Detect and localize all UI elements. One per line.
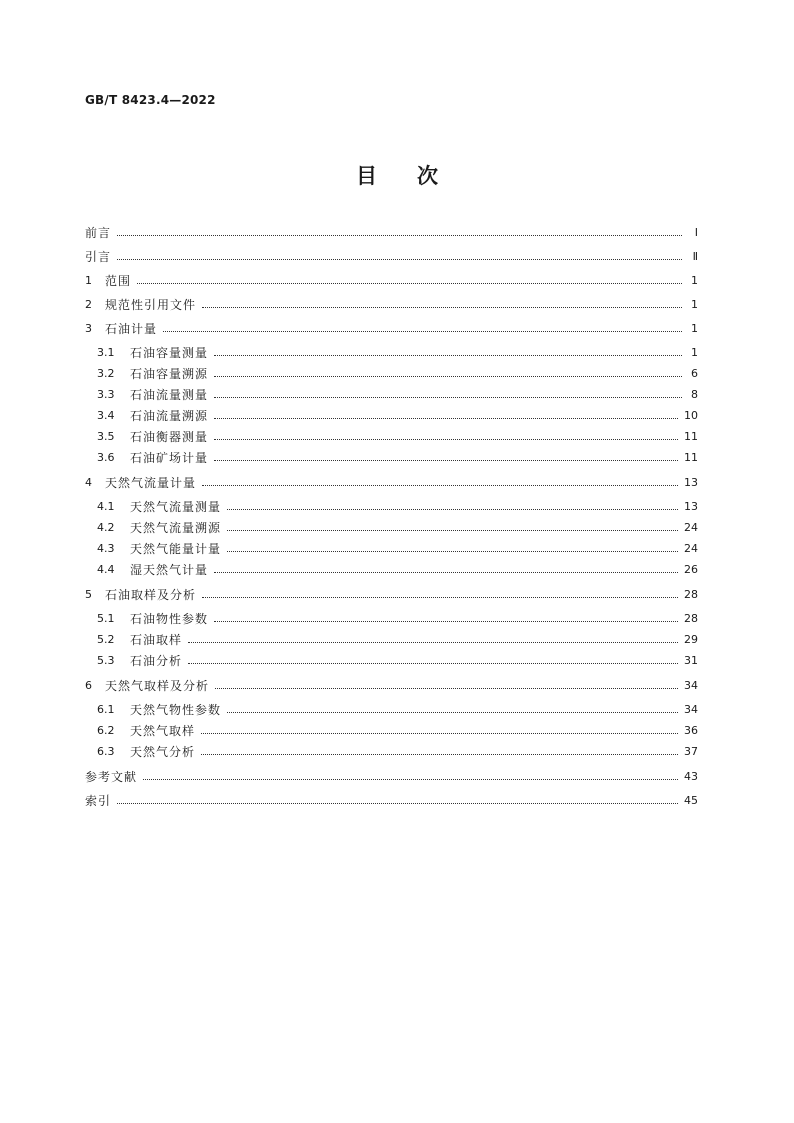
toc-entry-title: 天然气能量计量 bbox=[130, 542, 222, 556]
toc-entry-number: 6.2 bbox=[97, 724, 115, 737]
toc-entry[interactable] bbox=[85, 633, 698, 647]
dot-leader bbox=[117, 235, 682, 236]
toc-entry-page: 31 bbox=[684, 654, 698, 667]
toc-entry-title: 石油流量溯源 bbox=[130, 409, 209, 423]
toc-entry[interactable] bbox=[85, 346, 698, 360]
toc-entry-title: 石油容量溯源 bbox=[130, 367, 209, 381]
toc-entry-page: 24 bbox=[684, 542, 698, 555]
dot-leader bbox=[214, 439, 678, 440]
dot-leader bbox=[188, 663, 678, 664]
toc-entry-number: 2 bbox=[85, 298, 92, 311]
toc-entry[interactable] bbox=[85, 588, 698, 602]
page-title bbox=[0, 160, 794, 190]
toc-entry-page: 1 bbox=[691, 298, 698, 311]
toc-entry-title: 石油物性参数 bbox=[130, 612, 209, 626]
toc-entry-title: 天然气流量计量 bbox=[105, 476, 197, 490]
toc-entry-number: 4.3 bbox=[97, 542, 115, 555]
toc-entry-page: 1 bbox=[691, 346, 698, 359]
toc-entry-title: 天然气流量溯源 bbox=[130, 521, 222, 535]
toc-entry[interactable] bbox=[85, 770, 698, 784]
dot-leader bbox=[214, 621, 678, 622]
toc-entry-page: 13 bbox=[684, 500, 698, 513]
toc-entry-page: 1 bbox=[691, 322, 698, 335]
toc-entry-page: 13 bbox=[684, 476, 698, 489]
standard-code: GB/T 8423.4—2022 bbox=[85, 93, 216, 107]
dot-leader bbox=[227, 551, 678, 552]
toc-entry[interactable] bbox=[85, 542, 698, 556]
toc-entry-page: 6 bbox=[691, 367, 698, 380]
dot-leader bbox=[214, 572, 678, 573]
toc-entry-title: 湿天然气计量 bbox=[130, 563, 209, 577]
toc-entry-page: 26 bbox=[684, 563, 698, 576]
toc-entry-page: 34 bbox=[684, 703, 698, 716]
toc-entry[interactable] bbox=[85, 226, 698, 240]
toc-entry-number: 5.3 bbox=[97, 654, 115, 667]
dot-leader bbox=[214, 460, 678, 461]
toc-entry-title: 石油取样及分析 bbox=[105, 588, 197, 602]
toc-entry-page: 28 bbox=[684, 612, 698, 625]
toc-entry[interactable] bbox=[85, 430, 698, 444]
toc-entry[interactable] bbox=[85, 724, 698, 738]
toc-entry[interactable] bbox=[85, 745, 698, 759]
dot-leader bbox=[117, 803, 678, 804]
toc-entry[interactable] bbox=[85, 367, 698, 381]
dot-leader bbox=[188, 642, 678, 643]
toc-entry[interactable] bbox=[85, 679, 698, 693]
toc-entry-number: 6 bbox=[85, 679, 92, 692]
dot-leader bbox=[137, 283, 682, 284]
toc-entry-title: 石油矿场计量 bbox=[130, 451, 209, 465]
toc-entry[interactable] bbox=[85, 476, 698, 490]
toc-entry-number: 5.1 bbox=[97, 612, 115, 625]
toc-entry[interactable] bbox=[85, 274, 698, 288]
toc-entry[interactable] bbox=[85, 298, 698, 312]
dot-leader bbox=[202, 307, 682, 308]
toc-entry-number: 5.2 bbox=[97, 633, 115, 646]
toc-entry[interactable] bbox=[85, 451, 698, 465]
toc-entry-title: 天然气取样及分析 bbox=[105, 679, 210, 693]
dot-leader bbox=[214, 418, 678, 419]
toc-entry-number: 3.3 bbox=[97, 388, 115, 401]
toc-entry-page: 29 bbox=[684, 633, 698, 646]
title-char-1: 目 bbox=[356, 164, 377, 188]
toc-entry-number: 5 bbox=[85, 588, 92, 601]
toc-entry-page: 43 bbox=[684, 770, 698, 783]
toc-entry[interactable] bbox=[85, 654, 698, 668]
dot-leader bbox=[202, 597, 678, 598]
toc-entry[interactable] bbox=[85, 794, 698, 808]
toc-entry[interactable] bbox=[85, 322, 698, 336]
toc-entry-page: 10 bbox=[684, 409, 698, 422]
toc-entry-page: 45 bbox=[684, 794, 698, 807]
toc-entry-page: 11 bbox=[684, 430, 698, 443]
toc-entry-number: 3 bbox=[85, 322, 92, 335]
toc-entry-number: 3.1 bbox=[97, 346, 115, 359]
toc-entry[interactable] bbox=[85, 563, 698, 577]
dot-leader bbox=[143, 779, 678, 780]
dot-leader bbox=[201, 733, 678, 734]
title-char-2: 次 bbox=[417, 164, 438, 188]
toc-entry[interactable] bbox=[85, 703, 698, 717]
dot-leader bbox=[201, 754, 678, 755]
dot-leader bbox=[215, 688, 678, 689]
toc-entry-number: 4.4 bbox=[97, 563, 115, 576]
toc-entry[interactable] bbox=[85, 500, 698, 514]
toc-entry-title: 规范性引用文件 bbox=[105, 298, 197, 312]
toc-entry-page: 34 bbox=[684, 679, 698, 692]
toc-entry-title: 石油容量测量 bbox=[130, 346, 209, 360]
toc-entry-number: 4.1 bbox=[97, 500, 115, 513]
toc-entry-page: 11 bbox=[684, 451, 698, 464]
toc-entry-number: 1 bbox=[85, 274, 92, 287]
dot-leader bbox=[214, 376, 682, 377]
toc-entry[interactable] bbox=[85, 409, 698, 423]
dot-leader bbox=[227, 712, 678, 713]
toc-entry[interactable] bbox=[85, 612, 698, 626]
dot-leader bbox=[117, 259, 682, 260]
toc-entry-title: 石油衡器测量 bbox=[130, 430, 209, 444]
toc-entry-page: Ⅱ bbox=[692, 250, 698, 263]
toc-entry-title: 石油计量 bbox=[105, 322, 158, 336]
toc-entry-title: 前言 bbox=[85, 226, 112, 240]
toc-entry-page: 28 bbox=[684, 588, 698, 601]
toc-entry-title: 天然气物性参数 bbox=[130, 703, 222, 717]
toc-entry-page: 1 bbox=[691, 274, 698, 287]
toc-entry-page: 36 bbox=[684, 724, 698, 737]
dot-leader bbox=[227, 509, 678, 510]
toc-entry-page: 24 bbox=[684, 521, 698, 534]
toc-entry-title: 石油分析 bbox=[130, 654, 183, 668]
toc-entry-number: 3.4 bbox=[97, 409, 115, 422]
toc-entry-title: 范围 bbox=[105, 274, 132, 288]
toc-entry-title: 石油取样 bbox=[130, 633, 183, 647]
toc-entry-number: 6.1 bbox=[97, 703, 115, 716]
toc-entry-title: 参考文献 bbox=[85, 770, 138, 784]
toc-entry-title: 天然气流量测量 bbox=[130, 500, 222, 514]
toc-entry[interactable] bbox=[85, 250, 698, 264]
toc-entry-page: 37 bbox=[684, 745, 698, 758]
dot-leader bbox=[227, 530, 678, 531]
toc-entry-title: 索引 bbox=[85, 794, 112, 808]
toc-entry-number: 6.3 bbox=[97, 745, 115, 758]
toc-entry-page: 8 bbox=[691, 388, 698, 401]
toc-entry[interactable] bbox=[85, 521, 698, 535]
toc-entry[interactable] bbox=[85, 388, 698, 402]
toc-entry-title: 天然气分析 bbox=[130, 745, 196, 759]
dot-leader bbox=[214, 397, 682, 398]
toc-entry-title: 天然气取样 bbox=[130, 724, 196, 738]
toc-entry-number: 3.5 bbox=[97, 430, 115, 443]
toc-entry-page: Ⅰ bbox=[694, 226, 698, 239]
dot-leader bbox=[214, 355, 682, 356]
toc-entry-title: 石油流量测量 bbox=[130, 388, 209, 402]
toc-entry-number: 4 bbox=[85, 476, 92, 489]
toc-entry-number: 3.6 bbox=[97, 451, 115, 464]
toc-entry-title: 引言 bbox=[85, 250, 112, 264]
dot-leader bbox=[163, 331, 682, 332]
dot-leader bbox=[202, 485, 678, 486]
toc-entry-number: 4.2 bbox=[97, 521, 115, 534]
toc-entry-number: 3.2 bbox=[97, 367, 115, 380]
